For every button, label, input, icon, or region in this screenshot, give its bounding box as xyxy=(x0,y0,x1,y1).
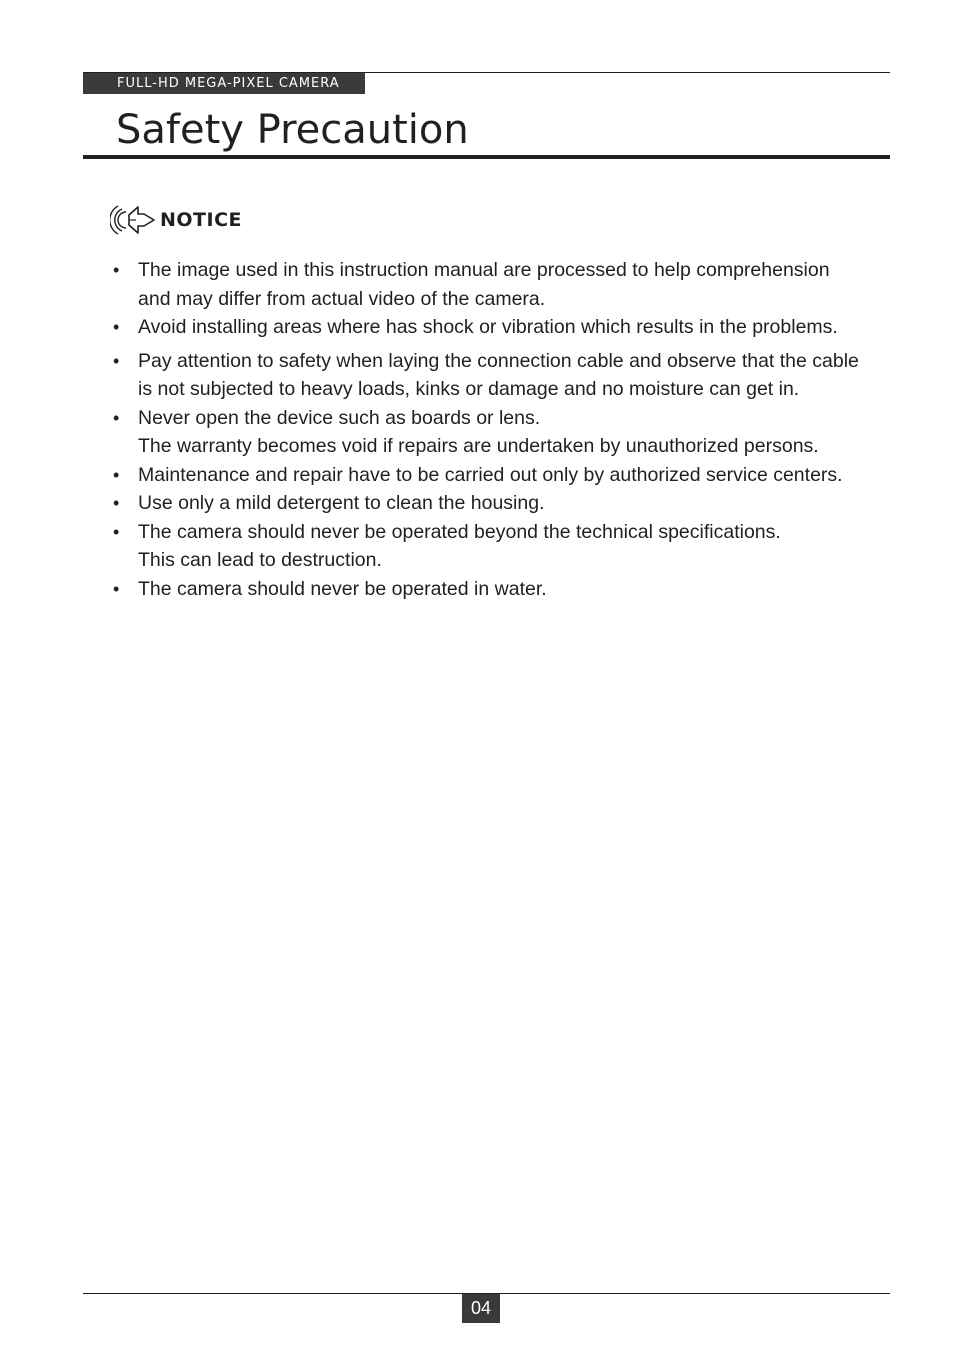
page-title: Safety Precaution xyxy=(116,107,469,153)
notice-label: NOTICE xyxy=(160,209,243,231)
list-item-line: • Pay attention to safety when laying the connection cable and observe that the cable xyxy=(138,349,859,372)
list-item xyxy=(113,489,903,518)
list-item-line: • Maintenance and repair have to be carried out only by authorized service centers. xyxy=(138,463,843,486)
list-item-line: • The camera should never be operated in water. xyxy=(138,577,547,600)
list-item xyxy=(113,313,903,342)
product-name-tab: FULL-HD MEGA-PIXEL CAMERA xyxy=(83,73,365,94)
list-item-line: and may differ from actual video of the camera. xyxy=(138,287,546,310)
list-item-line: • Avoid installing areas where has shock or vibration which results in the problems. xyxy=(138,316,838,338)
list-item-line: This can lead to destruction. xyxy=(138,549,382,571)
safety-precaution-list xyxy=(113,256,903,603)
list-item-line: is not subjected to heavy loads, kinks or damage and no moisture can get in. xyxy=(138,378,800,400)
list-item xyxy=(113,404,903,461)
page-number: 04 xyxy=(462,1294,500,1323)
title-underline xyxy=(83,155,890,159)
list-item xyxy=(113,575,903,604)
list-item xyxy=(113,518,903,575)
list-item-line: • Never open the device such as boards or lens. xyxy=(138,406,541,429)
speaker-notice-icon xyxy=(110,200,156,240)
list-item-line: • The image used in this instruction manual are processed to help comprehension xyxy=(138,259,830,281)
list-item xyxy=(113,256,903,313)
notice-heading xyxy=(110,200,242,240)
list-item-line: The warranty becomes void if repairs are undertaken by unauthorized persons. xyxy=(138,435,819,457)
list-item-line: • The camera should never be operated beyond the technical specifications. xyxy=(138,520,781,543)
list-item-line: • Use only a mild detergent to clean the housing. xyxy=(138,492,545,514)
list-item xyxy=(113,347,903,404)
list-item xyxy=(113,461,903,490)
